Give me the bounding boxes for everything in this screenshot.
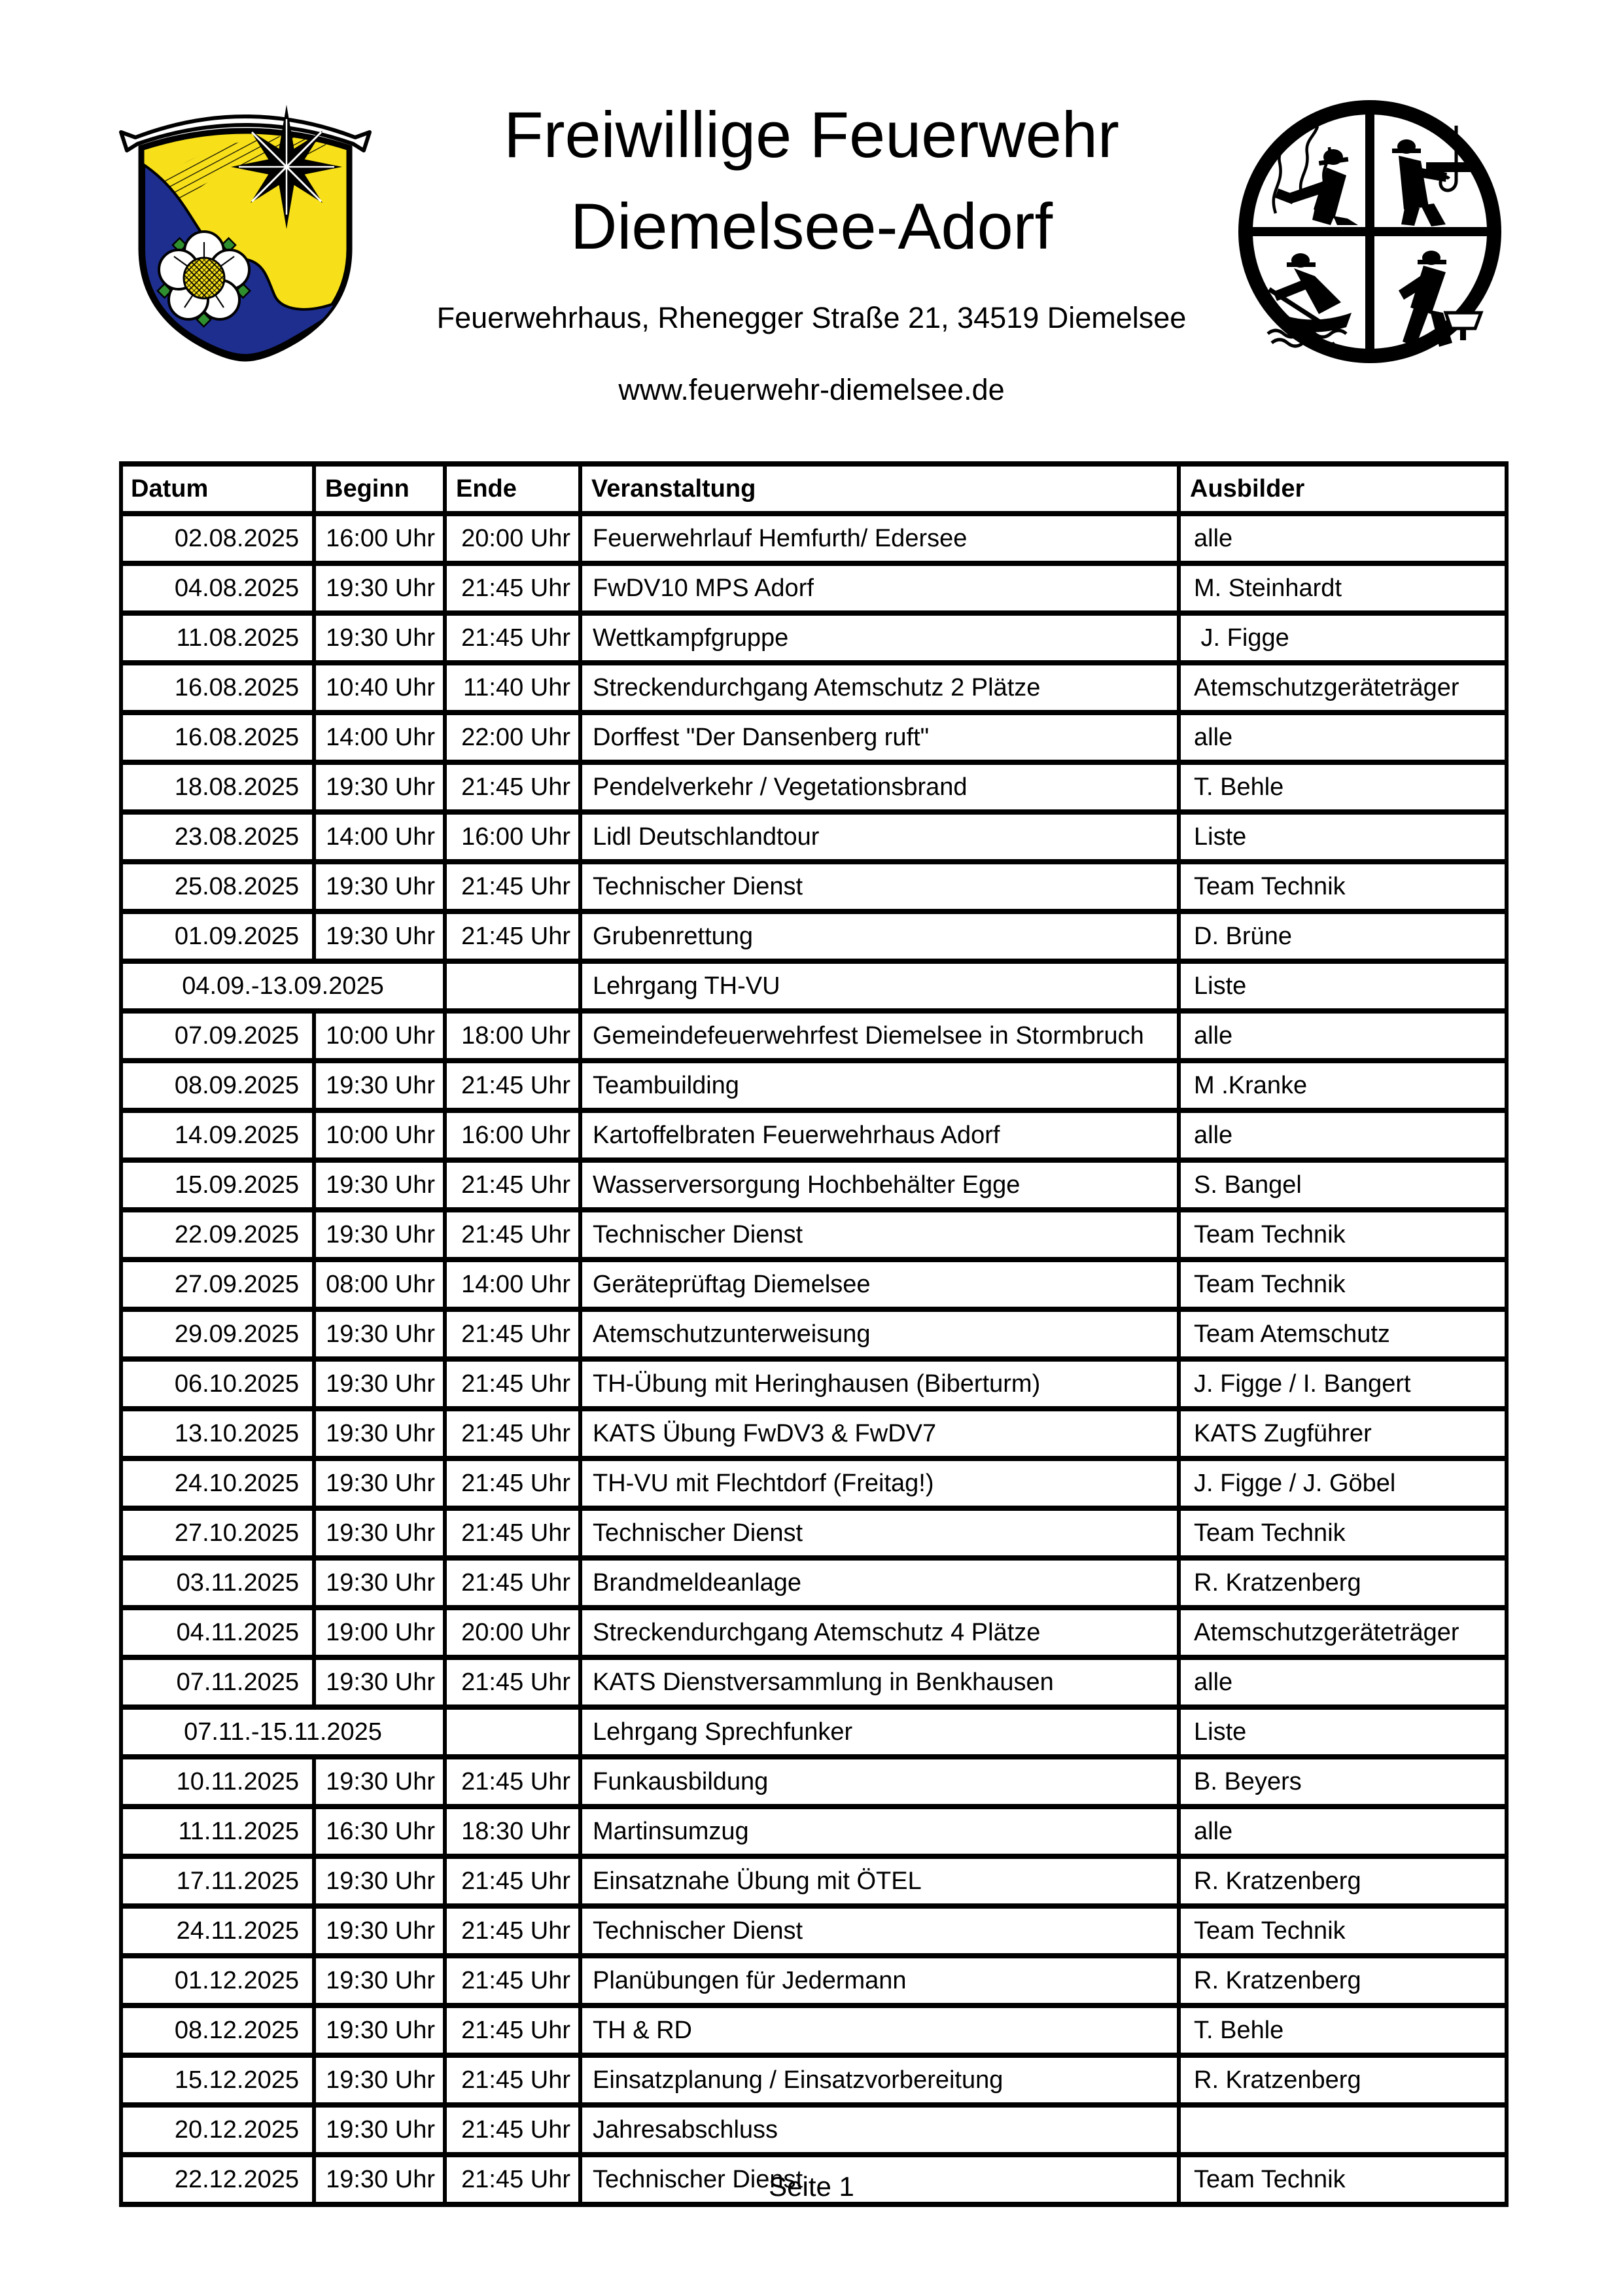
cell-ende: 14:00 Uhr (445, 1260, 580, 1309)
cell-ende: 21:45 Uhr (445, 1359, 580, 1409)
cell-datum: 16.08.2025 (121, 713, 314, 762)
cell-beginn: 10:40 Uhr (314, 663, 445, 713)
cell-veranstaltung: Lidl Deutschlandtour (580, 812, 1179, 862)
table-row (121, 1956, 1507, 2005)
website-line: www.feuerwehr-diemelsee.de (618, 373, 1005, 406)
cell-ausbilder: R. Kratzenberg (1179, 2055, 1507, 2105)
schedule-body (121, 514, 1507, 2204)
cell-ende (445, 961, 580, 1011)
cell-ausbilder: B. Beyers (1179, 1757, 1507, 1807)
cell-veranstaltung: Technischer Dienst (580, 862, 1179, 911)
cell-datum: 24.11.2025 (121, 1906, 314, 1956)
cell-beginn: 19:30 Uhr (314, 2005, 445, 2055)
cell-ausbilder: D. Brüne (1179, 911, 1507, 961)
cell-ende: 21:45 Uhr (445, 862, 580, 911)
cell-ende: 21:45 Uhr (445, 613, 580, 663)
cell-datum: 03.11.2025 (121, 1558, 314, 1608)
table-row (121, 2005, 1507, 2055)
column-header-ende: Ende (445, 464, 580, 514)
cell-ausbilder: Team Technik (1179, 1906, 1507, 1956)
cell-beginn: 16:00 Uhr (314, 514, 445, 563)
cell-veranstaltung: Geräteprüftag Diemelsee (580, 1260, 1179, 1309)
cell-ende: 21:45 Uhr (445, 1061, 580, 1110)
table-row (121, 1757, 1507, 1807)
cell-beginn: 19:30 Uhr (314, 1309, 445, 1359)
cell-ausbilder: KATS Zugführer (1179, 1409, 1507, 1458)
table-row (121, 961, 1507, 1011)
cell-datum: 15.09.2025 (121, 1160, 314, 1210)
table-row (121, 1409, 1507, 1458)
cell-ende: 16:00 Uhr (445, 812, 580, 862)
cell-beginn: 19:30 Uhr (314, 1657, 445, 1707)
cell-beginn: 19:30 Uhr (314, 2155, 445, 2204)
cell-veranstaltung: TH-Übung mit Heringhausen (Biberturm) (580, 1359, 1179, 1409)
cell-datum: 23.08.2025 (121, 812, 314, 862)
cell-veranstaltung: Streckendurchgang Atemschutz 2 Plätze (580, 663, 1179, 713)
table-row (121, 1210, 1507, 1260)
cell-ausbilder: T. Behle (1179, 762, 1507, 812)
cell-ende: 16:00 Uhr (445, 1110, 580, 1160)
cell-ausbilder: S. Bangel (1179, 1160, 1507, 1210)
cell-ende: 21:45 Uhr (445, 1409, 580, 1458)
cell-ende: 21:45 Uhr (445, 1458, 580, 1508)
table-row (121, 1707, 1507, 1757)
table-row (121, 514, 1507, 563)
cell-ausbilder: Team Technik (1179, 862, 1507, 911)
cell-beginn: 19:30 Uhr (314, 1359, 445, 1409)
column-header-datum: Datum (121, 464, 314, 514)
cell-datum: 10.11.2025 (121, 1757, 314, 1807)
table-row (121, 663, 1507, 713)
table-row (121, 1359, 1507, 1409)
cell-veranstaltung: Dorffest "Der Dansenberg ruft" (580, 713, 1179, 762)
cell-ende: 20:00 Uhr (445, 514, 580, 563)
cell-beginn: 19:30 Uhr (314, 613, 445, 663)
table-row (121, 1309, 1507, 1359)
cell-datum: 01.09.2025 (121, 911, 314, 961)
cell-ende: 21:45 Uhr (445, 911, 580, 961)
cell-ausbilder: M. Steinhardt (1179, 563, 1507, 613)
cell-ausbilder: Liste (1179, 812, 1507, 862)
cell-veranstaltung: Technischer Dienst (580, 1906, 1179, 1956)
cell-beginn: 19:30 Uhr (314, 1757, 445, 1807)
cell-beginn: 10:00 Uhr (314, 1110, 445, 1160)
cell-datum: 01.12.2025 (121, 1956, 314, 2005)
cell-ausbilder: Team Technik (1179, 1210, 1507, 1260)
cell-datum: 08.12.2025 (121, 2005, 314, 2055)
cell-ausbilder: alle (1179, 514, 1507, 563)
cell-ausbilder: Atemschutzgeräteträger (1179, 663, 1507, 713)
column-header-veranstaltung: Veranstaltung (580, 464, 1179, 514)
cell-ausbilder: Team Technik (1179, 1508, 1507, 1558)
cell-beginn: 19:30 Uhr (314, 1458, 445, 1508)
cell-datum: 06.10.2025 (121, 1359, 314, 1409)
table-row (121, 862, 1507, 911)
cell-ausbilder: Atemschutzgeräteträger (1179, 1608, 1507, 1657)
cell-datum: 24.10.2025 (121, 1458, 314, 1508)
cell-ende: 21:45 Uhr (445, 1508, 580, 1558)
cell-veranstaltung: Kartoffelbraten Feuerwehrhaus Adorf (580, 1110, 1179, 1160)
table-row (121, 762, 1507, 812)
cell-ausbilder: alle (1179, 713, 1507, 762)
cell-ausbilder: alle (1179, 1657, 1507, 1707)
cell-beginn: 19:30 Uhr (314, 1856, 445, 1906)
cell-veranstaltung: Jahresabschluss (580, 2105, 1179, 2155)
cell-veranstaltung: KATS Dienstversammlung in Benkhausen (580, 1657, 1179, 1707)
cell-veranstaltung: Planübungen für Jedermann (580, 1956, 1179, 2005)
cell-ausbilder: R. Kratzenberg (1179, 1558, 1507, 1608)
table-row (121, 1061, 1507, 1110)
cell-veranstaltung: Pendelverkehr / Vegetationsbrand (580, 762, 1179, 812)
cell-ende: 21:45 Uhr (445, 2155, 580, 2204)
cell-ausbilder (1179, 2105, 1507, 2155)
cell-veranstaltung: Lehrgang Sprechfunker (580, 1707, 1179, 1757)
address-line: Feuerwehrhaus, Rhenegger Straße 21, 34519 Diemelsee (436, 301, 1187, 334)
cell-veranstaltung: Martinsumzug (580, 1807, 1179, 1856)
cell-ausbilder: Team Technik (1179, 2155, 1507, 2204)
fire-brigade-emblem-icon (1235, 97, 1505, 366)
table-row (121, 713, 1507, 762)
cell-beginn: 10:00 Uhr (314, 1011, 445, 1061)
cell-datum: 16.08.2025 (121, 663, 314, 713)
cell-datum: 04.09.-13.09.2025 (121, 961, 445, 1011)
table-row (121, 2055, 1507, 2105)
cell-veranstaltung: Lehrgang TH-VU (580, 961, 1179, 1011)
page-number: Seite 1 (769, 2171, 854, 2202)
cell-ende: 21:45 Uhr (445, 1558, 580, 1608)
cell-veranstaltung: Wasserversorgung Hochbehälter Egge (580, 1160, 1179, 1210)
cell-datum: 18.08.2025 (121, 762, 314, 812)
table-row (121, 1856, 1507, 1906)
cell-datum: 07.11.2025 (121, 1657, 314, 1707)
cell-datum: 11.11.2025 (121, 1807, 314, 1856)
table-row (121, 1160, 1507, 1210)
cell-datum: 22.12.2025 (121, 2155, 314, 2204)
cell-veranstaltung: Einsatznahe Übung mit ÖTEL (580, 1856, 1179, 1906)
cell-datum: 22.09.2025 (121, 1210, 314, 1260)
cell-ende: 21:45 Uhr (445, 1160, 580, 1210)
cell-beginn: 14:00 Uhr (314, 812, 445, 862)
cell-veranstaltung: Technischer Dienst (580, 2155, 1179, 2204)
cell-ende: 21:45 Uhr (445, 1210, 580, 1260)
cell-veranstaltung: Technischer Dienst (580, 1210, 1179, 1260)
cell-datum: 14.09.2025 (121, 1110, 314, 1160)
schedule-table (119, 461, 1509, 2207)
cell-beginn: 19:30 Uhr (314, 563, 445, 613)
cell-datum: 13.10.2025 (121, 1409, 314, 1458)
table-row (121, 1906, 1507, 1956)
table-row (121, 1260, 1507, 1309)
table-row (121, 563, 1507, 613)
column-header-beginn: Beginn (314, 464, 445, 514)
cell-beginn: 19:30 Uhr (314, 762, 445, 812)
cell-veranstaltung: Grubenrettung (580, 911, 1179, 961)
table-row (121, 2105, 1507, 2155)
cell-ausbilder: J. Figge / J. Göbel (1179, 1458, 1507, 1508)
cell-ausbilder: alle (1179, 1011, 1507, 1061)
cell-ende: 20:00 Uhr (445, 1608, 580, 1657)
cell-veranstaltung: Streckendurchgang Atemschutz 4 Plätze (580, 1608, 1179, 1657)
cell-ende: 18:00 Uhr (445, 1011, 580, 1061)
table-row (121, 1110, 1507, 1160)
cell-ende: 18:30 Uhr (445, 1807, 580, 1856)
cell-beginn: 19:00 Uhr (314, 1608, 445, 1657)
cell-veranstaltung: FwDV10 MPS Adorf (580, 563, 1179, 613)
cell-beginn: 14:00 Uhr (314, 713, 445, 762)
cell-ende: 21:45 Uhr (445, 2005, 580, 2055)
cell-ausbilder: alle (1179, 1807, 1507, 1856)
cell-ausbilder: Liste (1179, 961, 1507, 1011)
cell-beginn: 19:30 Uhr (314, 1160, 445, 1210)
cell-datum: 29.09.2025 (121, 1309, 314, 1359)
cell-datum: 08.09.2025 (121, 1061, 314, 1110)
cell-datum: 27.10.2025 (121, 1508, 314, 1558)
cell-veranstaltung: KATS Übung FwDV3 & FwDV7 (580, 1409, 1179, 1458)
cell-beginn: 19:30 Uhr (314, 2055, 445, 2105)
cell-veranstaltung: Einsatzplanung / Einsatzvorbereitung (580, 2055, 1179, 2105)
cell-beginn: 08:00 Uhr (314, 1260, 445, 1309)
cell-datum: 11.08.2025 (121, 613, 314, 663)
cell-datum: 17.11.2025 (121, 1856, 314, 1906)
table-row (121, 1458, 1507, 1508)
cell-ende: 21:45 Uhr (445, 1309, 580, 1359)
cell-ende (445, 1707, 580, 1757)
page-title: Freiwillige Feuerwehr (504, 98, 1119, 171)
cell-beginn: 19:30 Uhr (314, 1409, 445, 1458)
cell-ende: 21:45 Uhr (445, 1906, 580, 1956)
table-row (121, 1508, 1507, 1558)
cell-beginn: 19:30 Uhr (314, 1508, 445, 1558)
cell-ausbilder: Liste (1179, 1707, 1507, 1757)
table-row (121, 1608, 1507, 1657)
cell-ende: 21:45 Uhr (445, 1757, 580, 1807)
cell-veranstaltung: Atemschutzunterweisung (580, 1309, 1179, 1359)
cell-ende: 21:45 Uhr (445, 1956, 580, 2005)
cell-ausbilder: alle (1179, 1110, 1507, 1160)
cell-beginn: 19:30 Uhr (314, 1558, 445, 1608)
cell-veranstaltung: Gemeindefeuerwehrfest Diemelsee in Stormbruch (580, 1011, 1179, 1061)
cell-veranstaltung: TH & RD (580, 2005, 1179, 2055)
cell-ausbilder: R. Kratzenberg (1179, 1856, 1507, 1906)
cell-datum: 07.11.-15.11.2025 (121, 1707, 445, 1757)
cell-ausbilder: R. Kratzenberg (1179, 1956, 1507, 2005)
cell-datum: 02.08.2025 (121, 514, 314, 563)
cell-ende: 21:45 Uhr (445, 2105, 580, 2155)
cell-datum: 27.09.2025 (121, 1260, 314, 1309)
cell-ende: 21:45 Uhr (445, 1856, 580, 1906)
column-header-ausbilder: Ausbilder (1179, 464, 1507, 514)
cell-beginn: 19:30 Uhr (314, 1061, 445, 1110)
cell-datum: 15.12.2025 (121, 2055, 314, 2105)
cell-veranstaltung: Funkausbildung (580, 1757, 1179, 1807)
cell-ausbilder: Team Technik (1179, 1260, 1507, 1309)
table-row (121, 1807, 1507, 1856)
table-row (121, 1558, 1507, 1608)
cell-beginn: 19:30 Uhr (314, 1210, 445, 1260)
table-row (121, 812, 1507, 862)
cell-ende: 21:45 Uhr (445, 762, 580, 812)
table-row (121, 1657, 1507, 1707)
cell-datum: 04.11.2025 (121, 1608, 314, 1657)
cell-veranstaltung: Wettkampfgruppe (580, 613, 1179, 663)
cell-ausbilder: M .Kranke (1179, 1061, 1507, 1110)
cell-veranstaltung: Technischer Dienst (580, 1508, 1179, 1558)
cell-ende: 21:45 Uhr (445, 563, 580, 613)
table-row (121, 911, 1507, 961)
cell-beginn: 16:30 Uhr (314, 1807, 445, 1856)
cell-ende: 21:45 Uhr (445, 2055, 580, 2105)
cell-datum: 04.08.2025 (121, 563, 314, 613)
cell-datum: 07.09.2025 (121, 1011, 314, 1061)
cell-ende: 22:00 Uhr (445, 713, 580, 762)
page-subtitle: Diemelsee-Adorf (570, 190, 1053, 262)
cell-beginn: 19:30 Uhr (314, 911, 445, 961)
cell-ausbilder: J. Figge / I. Bangert (1179, 1359, 1507, 1409)
table-row (121, 613, 1507, 663)
cell-ende: 11:40 Uhr (445, 663, 580, 713)
cell-ausbilder: T. Behle (1179, 2005, 1507, 2055)
cell-beginn: 19:30 Uhr (314, 2105, 445, 2155)
table-header-row (121, 464, 1507, 514)
cell-beginn: 19:30 Uhr (314, 1956, 445, 2005)
cell-veranstaltung: Brandmeldeanlage (580, 1558, 1179, 1608)
cell-beginn: 19:30 Uhr (314, 862, 445, 911)
cell-veranstaltung: Feuerwehrlauf Hemfurth/ Edersee (580, 514, 1179, 563)
cell-beginn: 19:30 Uhr (314, 1906, 445, 1956)
cell-ausbilder: Team Atemschutz (1179, 1309, 1507, 1359)
cell-datum: 25.08.2025 (121, 862, 314, 911)
cell-veranstaltung: Teambuilding (580, 1061, 1179, 1110)
cell-veranstaltung: TH-VU mit Flechtdorf (Freitag!) (580, 1458, 1179, 1508)
cell-ausbilder: J. Figge (1179, 613, 1507, 663)
cell-datum: 20.12.2025 (121, 2105, 314, 2155)
table-row (121, 1011, 1507, 1061)
cell-ende: 21:45 Uhr (445, 1657, 580, 1707)
